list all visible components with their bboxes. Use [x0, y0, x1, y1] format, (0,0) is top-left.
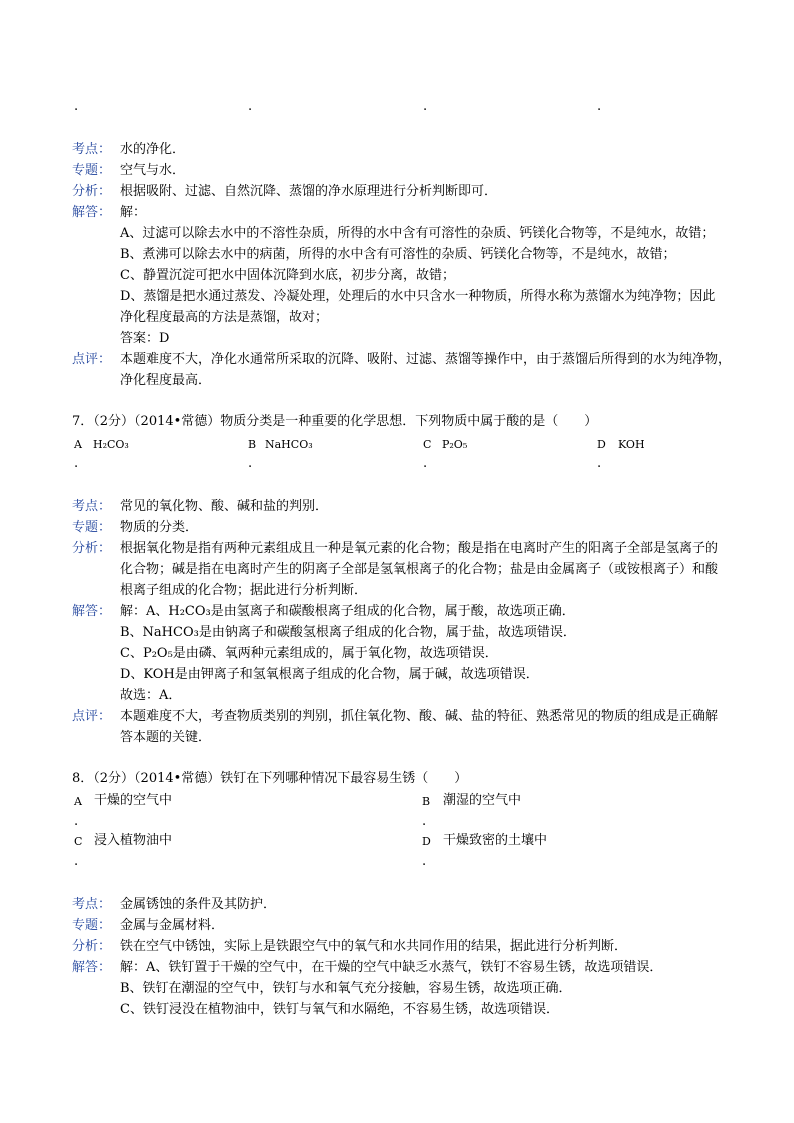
option-text: KOH [618, 438, 645, 451]
dianping-label: 点评： [72, 352, 112, 367]
kaodian-text: 水的净化． [120, 142, 186, 157]
option-dot: . [74, 99, 79, 114]
option-dot: . [74, 456, 79, 471]
jieda-text: C、铁钉浸没在植物油中，铁钉与氧气和水隔绝，不容易生锈，故选项错误． [120, 1002, 559, 1017]
option-text: 浸入植物油中 [94, 833, 173, 848]
zhuanti-label: 专题： [72, 163, 112, 178]
jieda-label: 解答： [72, 205, 112, 220]
kaodian-label: 考点： [72, 142, 112, 157]
zhuanti-label: 专题： [72, 918, 112, 933]
fenxi-label: 分析： [72, 939, 112, 954]
option-text: H₂CO₃ [93, 438, 129, 451]
zhuanti-text: 物质的分类． [120, 520, 199, 535]
option-dot: . [422, 814, 427, 829]
zhuanti-text: 金属与金属材料． [120, 918, 225, 933]
option-text: NaHCO₃ [265, 438, 313, 451]
option-dot: . [423, 456, 428, 471]
kaodian-label: 考点： [72, 499, 112, 514]
fenxi-label: 分析： [72, 541, 112, 556]
option-letter: A [74, 438, 82, 451]
answer-text: 答案：D [120, 331, 170, 346]
option-dot: . [74, 814, 79, 829]
dianping-text: 答本题的关键． [120, 730, 212, 745]
dianping-text: 净化程度最高． [120, 373, 212, 388]
option-letter: D [597, 438, 606, 451]
answer-text: 故选：A． [120, 688, 182, 703]
jieda-text: 净化程度最高的方法是蒸馏，故对； [120, 310, 329, 325]
option-letter: A [74, 795, 82, 808]
jieda-text: B、铁钉在潮湿的空气中，铁钉与水和氧气充分接触，容易生锈，故选项正确． [120, 981, 572, 996]
jieda-text: C、静置沉淀可把水中固体沉降到水底，初步分离，故错； [120, 268, 455, 283]
dianping-label: 点评： [72, 709, 112, 724]
option-dot: . [423, 99, 428, 114]
fenxi-label: 分析： [72, 184, 112, 199]
zhuanti-label: 专题： [72, 520, 112, 535]
jieda-text: C、P₂O₅是由磷、氧两种元素组成的，属于氧化物，故选项错误． [120, 646, 498, 661]
dianping-text: 本题难度不大，考查物质类别的判别，抓住氧化物、酸、碱、盐的特征、熟悉常见的物质的组成是正确解 [120, 709, 719, 724]
option-dot: . [74, 854, 79, 869]
jieda-text: B、NaHCO₃是由钠离子和碳酸氢根离子组成的化合物，属于盐，故选项错误． [120, 625, 576, 640]
jieda-text: D、蒸馏是把水通过蒸发、冷凝处理，处理后的水中只含水一种物质，所得水称为蒸馏水为纯净物；因此 [120, 289, 716, 304]
option-letter: C [74, 835, 83, 848]
option-letter: C [423, 438, 432, 451]
option-text: P₂O₅ [442, 438, 468, 451]
option-letter: B [422, 795, 431, 808]
fenxi-text: 铁在空气中锈蚀，实际上是铁跟空气中的氧气和水共同作用的结果，据此进行分析判断． [120, 939, 628, 954]
option-dot: . [597, 99, 602, 114]
question-stem: 8．（2分）（2014•常德）铁钉在下列哪种情况下最容易生锈（ ） [72, 771, 468, 786]
option-letter: B [248, 438, 257, 451]
jieda-text: A、过滤可以除去水中的不溶性杂质，所得的水中含有可溶性的杂质、钙镁化合物等，不是纯水，故错； [120, 226, 715, 241]
fenxi-text: 根离子组成的化合物；据此进行分析判断． [120, 583, 368, 598]
dianping-text: 本题难度不大，净化水通常所采取的沉降、吸附、过滤、蒸馏等操作中，由于蒸馏后所得到的水为纯净物， [120, 352, 732, 367]
fenxi-text: 根据吸附、过滤、自然沉降、蒸馏的净水原理进行分析判断即可． [120, 184, 498, 199]
option-text: 潮湿的空气中 [443, 793, 522, 808]
kaodian-text: 常见的氧化物、酸、碱和盐的判别． [120, 499, 329, 514]
option-text: 干燥的空气中 [94, 793, 173, 808]
option-dot: . [422, 854, 427, 869]
option-letter: D [422, 835, 431, 848]
jieda-label: 解答： [72, 960, 112, 975]
option-dot: . [597, 456, 602, 471]
fenxi-text: 化合物；碱是指在电离时产生的阴离子全部是氢氧根离子的化合物；盐是由金属离子（或铵根离子）和酸 [120, 562, 719, 577]
jieda-text: D、KOH是由钾离子和氢氧根离子组成的化合物，属于碱，故选项错误． [120, 667, 539, 682]
option-text: 干燥致密的土壤中 [443, 833, 548, 848]
kaodian-label: 考点： [72, 897, 112, 912]
jieda-text: 解：A、铁钉置于干燥的空气中，在干燥的空气中缺乏水蒸气，铁钉不容易生锈，故选项错误． [120, 960, 663, 975]
zhuanti-text: 空气与水． [120, 163, 186, 178]
question-stem: 7．（2分）（2014•常德）物质分类是一种重要的化学思想．下列物质中属于酸的是（ ） [72, 414, 598, 429]
jieda-text: 解：A、H₂CO₃是由氢离子和碳酸根离子组成的化合物，属于酸，故选项正确． [120, 604, 575, 619]
jieda-text: 解： [120, 205, 147, 220]
fenxi-text: 根据氧化物是指有两种元素组成且一种是氧元素的化合物；酸是指在电离时产生的阳离子全部是氢离子的 [120, 541, 719, 556]
option-dot: . [248, 99, 253, 114]
jieda-text: B、煮沸可以除去水中的病菌，所得的水中含有可溶性的杂质、钙镁化合物等，不是纯水，故错； [120, 247, 676, 262]
option-dot: . [248, 456, 253, 471]
jieda-label: 解答： [72, 604, 112, 619]
kaodian-text: 金属锈蚀的条件及其防护． [120, 897, 277, 912]
